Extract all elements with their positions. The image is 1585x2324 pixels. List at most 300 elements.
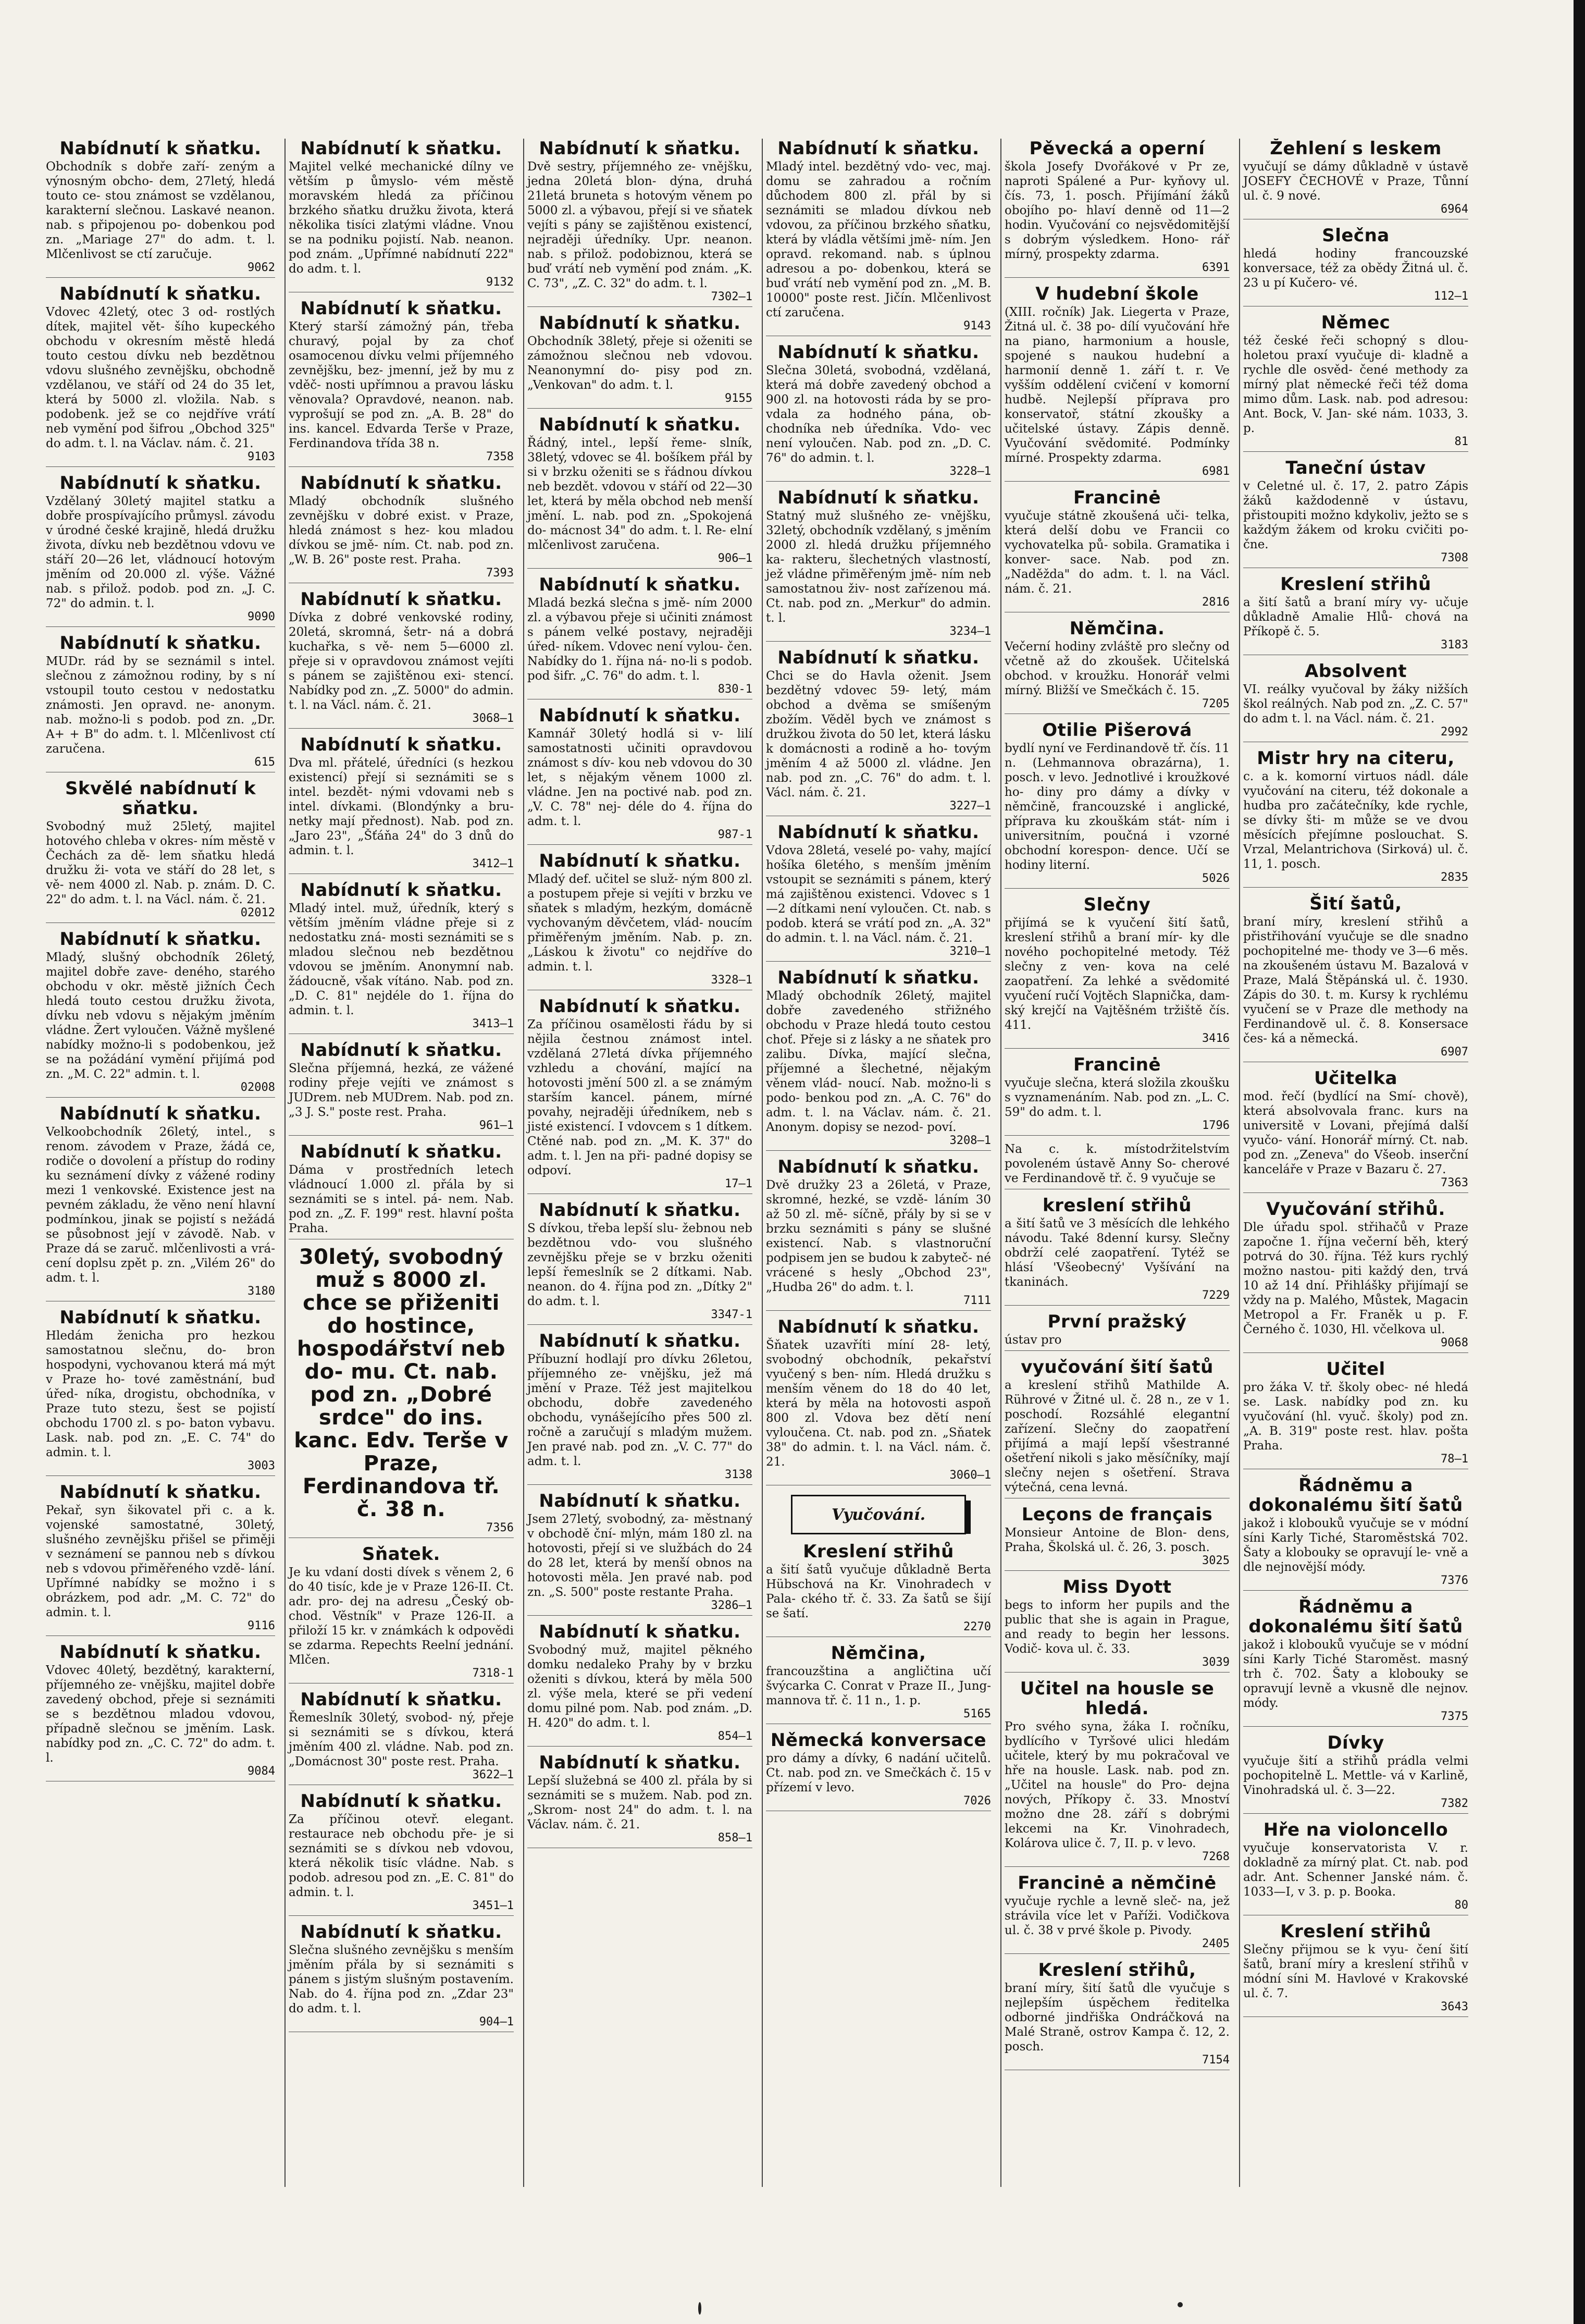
ad-heading: Nabídnutí k sňatku. [300, 734, 502, 755]
ad-body: Šňatek uzavříti míní 28- letý, svobodný obchodník, pekařství vyučený s ben- ním. Hledá družku s menším věnem do 18 do 40 let, která by měla na hotovosti aspoň 800 zl. Vdova bez dětí není vyloučena. Ct. nab. pod zn. „Sňatek 38" do admin. t. l. na Václ. nám. č. 21. [766, 1338, 991, 1469]
classified-ad [1243, 1475, 1468, 1591]
ad-body: Mladá bezká slečna s jmě- ním 2000 zl. a výbavou přeje si učiniti známost s pánem velké postavy, nejraději úřed- níkem. Vdovec není vylou- čen. Nabídky do 1. října ná- no-li s podob. pod šifr. „C. 76" do adm. t. l. [527, 596, 752, 683]
ad-heading: Absolvent [1304, 661, 1407, 682]
ad-code: 1796 [1202, 1119, 1230, 1132]
ad-body: Svobodný muž, majitel pěkného domku nedaleko Prahy by v brzku oženiti s dívkou, která by měla 500 zl. výše mela, které se při vedení domu pilné pom. Nab. pod znám. „D. H. 420" do adm. t. l. [527, 1643, 752, 1730]
ad-heading: Nabídnutí k sňatku. [777, 647, 980, 668]
ad-code: 81 [1454, 435, 1468, 448]
ad-body: Dáma v prostředních letech vládnoucí 1.000 zl. přála by si seznámiti se s intel. pá- nem. Nab. pod zn. „Z. F. 199" rest. hlavní pošta Praha. [289, 1163, 514, 1235]
ad-code: 3347-1 [711, 1308, 752, 1321]
ad-body: Mladý, slušný obchodník 26letý, majitel dobře zave- deného, starého obchodu v okr. městě jižních Čech hledá touto cestou družku života, dívku neb vdovu s nějakým jměním vládne. Žert vyloučen. Vážně myšlené nabídky možno-li s podobenkou, jež se na požádání vymění přijímá pod zn. „M. C. 22" admin. t. l. [46, 951, 275, 1081]
ad-body: a šití šatů vyučuje důkladně Berta Hübschová na Kr. Vinohradech v Pala- ckého tř. č. 33. Za šatů se šijí se šatí. [766, 1563, 991, 1620]
classified-ad [1005, 1679, 1230, 1867]
classified-ad [46, 1308, 275, 1476]
classified-ad [766, 1730, 991, 1811]
classified-ad [1243, 458, 1468, 568]
ad-heading: Nabídnutí k sňatku. [300, 1689, 502, 1710]
ad-body: a šití šatů ve 3 měsících dle lehkého návodu. Také 8denní kursy. Slečny obdrží celé zaopatření. Tytéž se hlásí 'Všeobecný' Vyšívání na tkaninách. [1005, 1217, 1230, 1289]
ad-heading: Dívky [1327, 1732, 1384, 1753]
ad-heading: Francinė [1073, 1054, 1161, 1075]
ad-code: 9103 [247, 450, 275, 463]
ad-code: 7229 [1202, 1289, 1230, 1302]
classified-ad [46, 284, 275, 467]
ad-body: c. a k. komorní virtuos nádl. dále vyučování na citeru, též dokonale a hudba pro začátečníky, kde rychle, se dívky šti- m může se ve dvou měsících přejímne poslouchat. S. Vrzal, Melantrichova (Sirková) ul. č. 11, 1. posch. [1243, 770, 1468, 871]
ad-code: 6981 [1202, 465, 1230, 478]
ad-body: v Celetné ul. č. 17, 2. patro Zápis žáků každodenně v ústavu, přistoupiti možno kdykoliv, ježto se s každým žákem od kroku cvičiti po- čne. [1243, 479, 1468, 551]
classified-ad [46, 633, 275, 772]
ad-body: Vdovec 40letý, bezdětný, karakterní, příjemného ze- vnějšku, majitel dobře zavedený obchod, přeje si seznámiti se s bezdětnou mladou vdovou, případně slečnou se jměním. Lask. nabídky pod zn. „C. C. 72" do adm. t. l. [46, 1664, 275, 1765]
ad-heading: Německá konversace [770, 1730, 987, 1751]
ad-heading: Nabídnutí k sňatku. [539, 1752, 741, 1773]
ad-heading: Nabídnutí k sňatku. [300, 298, 502, 319]
ad-code: 3039 [1202, 1656, 1230, 1669]
classified-ad [1005, 1142, 1230, 1189]
ad-heading: Nabídnutí k sňatku. [59, 1103, 262, 1124]
ink-dot [698, 2302, 701, 2315]
classified-ad [289, 1922, 514, 2032]
ad-body: pro dámy a dívky, 6 nadání učitelů. Ct. nab. pod zn. ve Smečkách č. 15 v přízemí v levo. [766, 1752, 991, 1794]
ad-body: jakož i klobouků vyučuje se v módní síni Karly Tiché Staroměst. masný trh č. 702. Šaty a klobouky se opravují levně a vkusně dle nejnov. módy. [1243, 1638, 1468, 1710]
ad-heading: Nabídnutí k sňatku. [777, 1317, 980, 1337]
ad-code: 5165 [963, 1707, 991, 1720]
ad-body: Dle úřadu spol. střihačů v Praze započne 1. října večerní běh, který potrvá do 30. října. Též kurs rychlý možno nastou- piti každý den, trvá 10 až 14 dní. Přihlášky přijímají se vždy na p. Malého, Můstek, Magacin Metropol a Fr. Franěk u p. F. Černého č. 1030, Hl. včelkova ul. [1243, 1221, 1468, 1336]
ad-body: Za příčinou osamělosti řádu by si nějila čestnou známost intel. vzdělaná 27letá dívka příjemného vzhledu a chování, mající na hotovosti jmění 500 zl. a se známým starším kancel. pánem, mírné povahy, nejraději úředníkem, neb s jisté existencí. I vdovcem s 1 dítkem. Ctěné nab. pod zn. „M. K. 37" do adm. t. l. Jen na při- padné dopisy se odpoví. [527, 1018, 752, 1177]
ad-body: vyučuje rychle a levně sleč- na, jež strávila více let v Paříži. Vodičkova ul. č. 38 v prvé škole p. Pivody. [1005, 1895, 1230, 1937]
ad-code: 3138 [725, 1468, 752, 1481]
classified-ad [766, 488, 991, 642]
column-1 [46, 139, 275, 2187]
ad-heading: Učitelka [1314, 1068, 1397, 1089]
ad-heading: Nabídnutí k sňatku. [59, 633, 262, 654]
classified-ad [46, 1482, 275, 1636]
ad-code: 02012 [240, 906, 275, 919]
ad-body: přijímá se k vyučení šití šatů, kreslení střihů a braní mír- ky dle nového pochopitelné metody. Též slečny z ven- kova na celé zaopatření. Za lehké a svědomité vyučení ručí Vojtěch Slapnička, dam- ský krejčí na Vajtěšném tržiště čís. 411. [1005, 916, 1230, 1032]
classified-ad [46, 779, 275, 923]
ad-code: 7318-1 [472, 1667, 514, 1680]
ad-body: jakož i klobouků vyučuje se v módní síni Karly Tiché, Staroměstská 702. Šaty a klobouky se opravují le- vně a dle nejnovější módy. [1243, 1517, 1468, 1574]
ad-body: Vdova 28letá, veselé po- vahy, mající hošíka 6letého, s menším jměním vstoupit se seznámiti s pánem, který má zajištěnou existenci. Vdovec s 1—2 dítkami není vyloučen. Ct. nab. s podob. která se vrátí pod zn. „A. 32" do admin. t. l. na Václ. nám. č. 21. [766, 844, 991, 945]
ad-heading: Nabídnutí k sňatku. [539, 1331, 741, 1351]
ad-body: Slečny přijmou se k vyu- čení šití šatů, braní míry a kreslení střihů v módní síni M. Havlové v Krakovské ul. č. 7. [1243, 1943, 1468, 2000]
ad-code: 3068—1 [472, 712, 514, 725]
classified-ad [1243, 1359, 1468, 1469]
ad-heading: Nabídnutí k sňatku. [539, 139, 741, 159]
classified-ad [289, 589, 514, 729]
column-2 [284, 139, 514, 2187]
ad-body: Mladý obchodník 26letý, majitel dobře zavedeného střižného obchodu v Praze hledá touto cestou choť. Přeje si z lásky a ne sňatek pro zalibu. Dívka, mající slečna, příjemné a šlechetné, nějakým věnem vlád- noucí. Nab. možno-li s podo- benkou pod zn. „A. C. 76" do adm. t. l. na Václav. nám. č. 21. Anonym. dopisy se nezod- poví. [766, 989, 991, 1134]
ad-heading: První pražský [1047, 1311, 1187, 1332]
ad-code: 9084 [247, 1765, 275, 1778]
ad-code: 2270 [963, 1620, 991, 1633]
ad-body: hledá hodiny francouzské konversace, též za obědy Žitná ul. č. 23 u pí Kučero- vé. [1243, 247, 1468, 290]
ad-body: Za příčinou otevř. elegant. restaurace neb obchodu pře- je si seznámiti se s dívkou neb vdovou, která několik tisíc vládne. Nab. s podob. adresou pod zn. „E. C. 81" do admin. t. l. [289, 1813, 514, 1899]
ad-code: 2405 [1202, 1937, 1230, 1950]
classified-ad [1005, 895, 1230, 1049]
ad-heading: Francinė [1073, 487, 1161, 508]
ad-body: Kamnář 30letý hodlá si v- lilí samostatnosti učiniti opravdovou známost s dív- kou neb vdovou do 30 let, s nějakým věnem 1000 zl. vládne. Jen na poctivé nab. pod zn. „V. C. 78" nej- déle do 4. října do adm. t. l. [527, 727, 752, 828]
classified-ad [1243, 1820, 1468, 1915]
column-4 [762, 139, 991, 2187]
ad-body: Chci se do Havla oženit. Jsem bezdětný vdovec 59- letý, mám obchod a dvěma se smíšeným zbožím. Věděl bych ve známost s družkou života do 50 let, která lásku k domácnosti a rodině a ho- tovým jměním 4 až 5000 zl. vládne. Jen nab. pod zn. „C. 76" do adm. t. l. Václ. nám. č. 21. [766, 669, 991, 800]
classified-ad [1005, 1055, 1230, 1136]
ad-body: (XIII. ročník) Jak. Liegerta v Praze, Žitná ul. č. 38 po- dílí vyučování hře na piano, harmonium a housle, spojené s naukou hudební a harmonií denně 1. září t. r. Ve vyšším oddělení cvičení v komorní hudbě. Nejlepší příprava pro konservatoř, státní zkoušky a učitelské ústavy. Zápis denně. Vyučování svědomité. Podmínky mírné. Prospekty zdarma. [1005, 305, 1230, 465]
classified-ad [46, 473, 275, 627]
bottom-marks [0, 2293, 1585, 2324]
ad-body: pro žáka V. tř. školy obec- né hledá se. Lask. nabídky pod zn. ku vyučování (hl. vyuč. školy) pod zn. „A. B. 319" poste rest. hlav. pošta Praha. [1243, 1381, 1468, 1453]
ad-body: vyučuje slečna, která složila zkoušku s vyznamenáním. Nab. pod zn. „L. C. 59" do adm. t. l. [1005, 1076, 1230, 1119]
ad-heading: Kreslení střihů [1280, 574, 1431, 595]
ad-heading: Nabídnutí k sňatku. [59, 1642, 262, 1663]
ad-code: 6391 [1202, 261, 1230, 274]
ad-body: Slečna slušného zevnějšku s menším jměním přála by si seznámiti s pánem s jistým slušným postavením. Nab. do 4. října pod zn. „Zdar 23" do adm. t. l. [289, 1944, 514, 2015]
ad-code: 987-1 [717, 828, 752, 841]
ad-body: Obchodník 38letý, přeje si oženiti se zámožnou slečnou neb vdovou. Neanonymní do- pisy pod zn. „Venkovan" do adm. t. l. [527, 335, 752, 392]
ad-heading: Nabídnutí k sňatku. [59, 929, 262, 950]
classified-ad [766, 648, 991, 816]
classified-ad [766, 1157, 991, 1311]
ad-heading: 30letý, svobodný muž s 8000 zl. chce se přiženiti do hostince, hospodářství neb do- mu. Ct. nab. pod zn. „Dobré srdce" do ins. kanc. Edv. Terše v Praze, Ferdinandova tř. č. 38 n. [294, 1245, 509, 1521]
classified-ad [527, 1491, 752, 1616]
ad-code: 3025 [1202, 1554, 1230, 1567]
classified-ad [289, 1690, 514, 1785]
ad-heading: Němec [1321, 312, 1391, 333]
classified-ad [527, 415, 752, 569]
classified-ad [527, 1753, 752, 1848]
ad-code: 904—1 [479, 2015, 514, 2028]
ad-code: 3208—1 [949, 1134, 991, 1147]
classified-ad [1243, 1597, 1468, 1727]
classified-ad [766, 139, 991, 336]
ad-code: 7154 [1202, 2054, 1230, 2067]
ad-heading: Nabídnutí k sňatku. [777, 1157, 980, 1177]
ad-code: 2816 [1202, 596, 1230, 609]
classified-ad [1243, 1199, 1468, 1353]
ad-heading: Řádněmu a dokonalému šití šatů [1248, 1596, 1463, 1637]
classified-ad [527, 997, 752, 1194]
ad-code: 3228—1 [949, 465, 991, 478]
classified-ad [1243, 226, 1468, 306]
ad-body: Je ku vdaní dosti dívek s věnem 2, 6 do 40 tisíc, kde je v Praze 126-II. Ct. adr. pro- dej na adresu „Český ob- chod. Věstník" v Praze 126-II. a přiloží 15 kr. v známkách k odpovědi se zdarma. Repechts Reelní jednání. Mlčen. [289, 1566, 514, 1667]
ad-heading: Němčina, [831, 1643, 926, 1664]
ad-heading: Nabídnutí k sňatku. [300, 473, 502, 494]
ad-body: Monsieur Antoine de Blon- dens, Praha, Školská ul. č. 26, 3. posch. [1005, 1526, 1230, 1554]
ad-body: Hledám ženicha pro hezkou samostatnou slečnu, do- bron hospodyni, vychovanou která má mýt v Praze ho- tové zaměstnání, buď úřed- níka, drogistu, obchodníka, v Praze tuto stezu, šest se pojistí obchodu 1700 zl. s po- baton vybavu. Lask. nab. pod zn. „E. C. 74" do admin. t. l. [46, 1329, 275, 1459]
ad-body: vyučuje šití a střihů prádla velmi pochopitelně L. Mettle- vá v Karlině, Vinohradská ul. č. 3—22. [1243, 1754, 1468, 1797]
ad-body: Vzdělaný 30letý majitel statku a dobře prospívajícího průmysl. závodu v úrodné české krajině, hledá družku života, dívku neb bezdětnou vdovu ve stáří 20—26 let, vládnoucí hotovým jměním od 20.000 zl. výše. Vážné nab. s přilož. podob. pod zn. „J. C. 72" do admin. t. l. [46, 495, 275, 610]
classified-ad [1005, 1196, 1230, 1306]
ad-code: 7382 [1441, 1797, 1468, 1810]
ad-heading: Nabídnutí k sňatku. [539, 1621, 741, 1642]
ad-heading: Miss Dyott [1062, 1577, 1172, 1597]
classified-ad [1243, 1068, 1468, 1193]
ad-body: Dívka z dobré venkovské rodiny, 20letá, skromná, šetr- ná a dobrá kuchařka, s vě- nem 5—6000 zl. přeje si v opravdovou známost vejíti s pánem se zajištěnou exi- stencí. Nabídky pod zn. „Z. 5000" do admin. t. l. na Václ. nám. č. 21. [289, 611, 514, 712]
classified-ad [1005, 1960, 1230, 2070]
ad-heading: Leçons de français [1021, 1504, 1213, 1525]
ad-body: Příbuzní hodlají pro dívku 26letou, příjemného ze- vnějšku, jež má jmění v Praze. Též jest majitelkou obchodu, dobře zavedeného obchodu, vynášejícího přes 500 zl. ročně a zaručují s mladým mužem. Jen pravé nab. pod zn. „V. C. 77" do adm. t. l. [527, 1352, 752, 1468]
ad-heading: Nabídnutí k sňatku. [300, 139, 502, 159]
ad-body: Slečna příjemná, hezká, ze vážené rodiny přeje vejíti ve známost s JUDrem. neb MUDrem. Nab. pod zn. „3 J. S." poste rest. Praha. [289, 1062, 514, 1119]
classified-ad [1243, 574, 1468, 655]
ad-body: Který starší zámožný pán, třeba churavý, pojal by za choť osamocenou dívku velmi příjemného zevnějšku, bez- jmenní, jež by mu z vděč- nosti upřímnou a pravou lásku věnovala? Opravdové, neanon. nab. vyprošují se pod zn. „A. B. 28" do ins. kancel. Edvarda Terše v Praze, Ferdinandova třída 38 n. [289, 320, 514, 450]
ad-code: 7302—1 [711, 290, 752, 303]
ad-code: 9155 [725, 392, 752, 405]
newspaper-page [46, 120, 1468, 2194]
ad-heading: Učitel [1326, 1359, 1385, 1380]
ad-code: 3227—1 [949, 800, 991, 813]
ad-heading: Nabídnutí k sňatku. [539, 851, 741, 871]
classified-ad [766, 1643, 991, 1724]
ad-heading: Taneční ústav [1285, 458, 1426, 478]
ad-body: škola Josefy Dvořákové v Pr ze, naproti Spálené a Pur- kyňovy ul. čís. 73, 1. posch. Přijímání žáků obojího po- hlaví denně od 11—2 hodin. Vyučování co nejsvědomitější s dobrým výsledkem. Hono- rář mírný, prospekty zdarma. [1005, 160, 1230, 261]
ad-body: Pro svého syna, žáka I. ročníku, bydlícího v Tyršové ulici hledám učitele, který by mu pokračoval ve hře na housle. Lask. nab. pod zn. „Učitel na housle" do Pro- dejna nových, Příkopy č. 33. Mnoství možno dne 28. září s dobrými lekcemi na Kr. Vinohradech, Kolárova ulice č. 7, II. p. v levo. [1005, 1720, 1230, 1850]
classified-ad [289, 1142, 514, 1239]
classified-ad [1243, 661, 1468, 742]
column-5 [1000, 139, 1230, 2187]
ad-body: Pekař, syn šikovatel při c. a k. vojenské samostatné, 30letý, slušného zevnějšku přišel se přiměji v seznámení se pannou neb s dívkou neb s vdovou přiměřeného vzdě- lání. Upřímné nabídky se možno i s obrázkem, pod adr. „M. C. 72" do admin. t. l. [46, 1504, 275, 1619]
classified-ad [1243, 139, 1468, 219]
ad-body: Velkoobchodník 26letý, intel., s renom. závodem v Praze, žádá ce, rodiče o dovolení a přístup do rodiny ku seznámení dívky z vážené rodiny mezi 1 venkovské. Existence jest na pevném základu, že věno není hlavní podmínkou, jinak se pojistí s nežádá se působnost její v závodě. Nab. v Praze dá se zaruč. mlčenlivosti a vrá- cení doplsu zpět p. zn. „Vilém 26" do adm. t. l. [46, 1125, 275, 1285]
ad-heading: vyučování šití šatů [1021, 1357, 1213, 1378]
section-banner: Vyučování. [791, 1495, 966, 1534]
ad-body: Dvě družky 23 a 26letá, v Praze, skromné, hezké, se vzdě- láním 30 až 50 zl. mě- síčně, přály by si se v brzku seznámiti s pány se slušné existencí. Nab. s vlastnoruční podpisem jen se budou k zabyteč- né vrácené s hesly „Obchod 23", „Hudba 26" do adm. t. l. [766, 1178, 991, 1294]
ad-code: 9143 [963, 319, 991, 333]
ad-heading: Slečna [1322, 225, 1390, 246]
ad-body: Mladý def. učitel se služ- ným 800 zl. a postupem přeje si vejíti v brzku ve sňatek s mladým, hezkým, domácně vychovaným děvčetem, vlád- noucím přiměřeným jměním. Nab. p. zn. „Láskou k životu" co nejdříve do admin. t. l. [527, 872, 752, 974]
classified-ad [766, 342, 991, 482]
ad-code: 3210—1 [949, 945, 991, 958]
ad-heading: Kreslení střihů [1280, 1921, 1431, 1942]
ad-body: Slečna 30letá, svobodná, vzdělaná, která má dobře zavedený obchod a 900 zl. na hotovosti ráda by se pro- vdala za hodného pána, ob- chodníka neb úředníka. Vdo- vec není vyloučen. Nab. pod zn. „D. C. 76" do admin. t. l. [766, 364, 991, 465]
classified-ad [1243, 313, 1468, 452]
ad-heading: Mistr hry na citeru, [1257, 748, 1455, 769]
ad-code: 7111 [963, 1294, 991, 1307]
ad-heading: Nabídnutí k sňatku. [539, 574, 741, 595]
classified-ad [1005, 1577, 1230, 1673]
ad-code: 3416 [1202, 1032, 1230, 1045]
ad-code: 7356 [486, 1521, 514, 1534]
classified-ad [766, 1317, 991, 1485]
ad-body: a kreslení střihů Mathilde A. Rührové v Žitné ul. č. 28 n., ze v 1. poschodí. Rozsáhlé elegantní zařízení. Slečny do zaopatření přijímá a mají lepší všestranné ošetření nikoli s jako měsíčníky, mají slečny nejen s ošetření. Strava výtečná, cena levná. [1005, 1379, 1230, 1494]
ad-heading: Nabídnutí k sňatku. [777, 342, 980, 363]
classified-ad [1243, 894, 1468, 1062]
classified-ad [766, 1542, 991, 1637]
ad-code: 3412—1 [472, 857, 514, 870]
ad-heading: Nabídnutí k sňatku. [539, 705, 741, 726]
ad-code: 6907 [1441, 1046, 1468, 1059]
classified-ad [1005, 1873, 1230, 1954]
ad-code: 854—1 [717, 1730, 752, 1743]
ad-body: mod. řečí (bydlící na Smí- chově), která absolvovala franc. kurs na universitě v Lovani, přejímá další vyučo- vání. Honorář mírný. Ct. nab. pod zn. „Zeneva" do Všeob. inserční kanceláře v Praze v Bazaru č. 27. [1243, 1090, 1468, 1176]
ad-code: 858—1 [717, 1831, 752, 1845]
ad-heading: Kreslení střihů [803, 1541, 954, 1562]
ad-body: Lepší služebná se 400 zl. přála by si seznámiti se s mužem. Nab. pod zn. „Skrom- nost 24" do adm. t. l. na Václav. nám. č. 21. [527, 1774, 752, 1831]
ad-code: 7358 [486, 450, 514, 463]
ad-code: 9116 [247, 1619, 275, 1632]
classified-ad [1005, 488, 1230, 612]
ad-code: 961—1 [479, 1119, 514, 1132]
ad-heading: Vyučování střihů. [1266, 1199, 1445, 1220]
ad-heading: Učitel na housle se hledá. [1020, 1678, 1215, 1719]
ad-body: VI. reálky vyučoval by žáky nižších škol reálných. Nab pod zn. „Z. C. 57" do adm t. l. na Václ. nám. č. 21. [1243, 683, 1468, 726]
ad-code: 2992 [1441, 726, 1468, 739]
ad-code: 9068 [1441, 1336, 1468, 1349]
ad-code: 830-1 [717, 683, 752, 696]
ad-heading: kreslení střihů [1043, 1195, 1192, 1216]
ad-code: 7393 [486, 567, 514, 580]
ad-code: 2835 [1441, 871, 1468, 884]
ad-heading: Nabídnutí k sňatku. [300, 589, 502, 610]
classified-ad [527, 1200, 752, 1325]
classified-ad [46, 929, 275, 1098]
ad-code: 3451—1 [472, 1899, 514, 1912]
ad-code: 7308 [1441, 551, 1468, 564]
classified-ad [1005, 619, 1230, 714]
ad-code: 5026 [1202, 872, 1230, 885]
column-3 [523, 139, 752, 2187]
ad-heading: Slečny [1083, 894, 1151, 915]
ad-body: Vdovec 42letý, otec 3 od- rostlých dítek, majitel vět- šího kupeckého obchodu v okresním městě hledá touto cestou dívku neb bezdětnou vdovu slušného zevnějšku, obchodně vzdělanou, ve stáří od 24 do 35 let, která by 5000 zl. vložila. Nab. s podobenk. jež se co nejdříve vrátí neb vymění pod šifrou „Obchod 325" do adm. t. l. na Václav. nám. č. 21. [46, 305, 275, 450]
ad-body: Mladý obchodník slušného zevnějšku v dobré exist. v Praze, hledá známost s hez- kou mladou dívkou se jmě- ním. Ct. nab. pod zn. „W. B. 26" poste rest. Praha. [289, 495, 514, 567]
ad-body: francouzština a angličtina učí švýcarka C. Conrat v Praze II., Jung- mannova tř. č. 11 n., 1. p. [766, 1665, 991, 1707]
ad-code: 9062 [247, 261, 275, 274]
ad-code: 3060—1 [949, 1469, 991, 1482]
ad-heading: Nabídnutí k sňatku. [777, 487, 980, 508]
classified-ad [1243, 1922, 1468, 2017]
ad-heading: Sňatek. [362, 1544, 440, 1565]
ad-code: 112—1 [1433, 290, 1468, 303]
classified-ad [289, 735, 514, 874]
classified-ad [1243, 1733, 1468, 1814]
ad-code: 6964 [1441, 203, 1468, 216]
classified-ad [527, 313, 752, 409]
ad-body: Statný muž slušného ze- vnějšku, 32letý, obchodník vzdělaný, s jměním 2000 zl. hledá družku příjemného ka- rakteru, šlechetných vlastností, jež vládne přiměřeným jmě- ním neb samostatnou živ- nost zařízenou má. Ct. nab. pod zn. „Merkur" do admin. t. l. [766, 509, 991, 625]
classified-ad [289, 1040, 514, 1136]
ad-body: braní míry, šití šatů dle vyučuje s nejlepším úspěchem ředitelka odborné jindřiška Ondráčková na Malé Straně, ostrov Kampa č. 12, 2. posch. [1005, 1982, 1230, 2054]
classified-ad [1005, 1357, 1230, 1498]
ad-code: 3180 [247, 1285, 275, 1298]
classified-ad [1005, 1505, 1230, 1571]
ad-code: 9090 [247, 610, 275, 623]
ad-code: 3328—1 [711, 974, 752, 987]
ad-heading: Nabídnutí k sňatku. [777, 139, 980, 159]
classified-ad [289, 1544, 514, 1683]
ad-body: Mladý intel. muž, úředník, který s větším jměním vládne přeje si z nedostatku zná- mosti seznámiti se s mladou slečnou neb bezdětnou vdovou se jměním. Anonymní nab. žádoucně, však vítáno. Nab. pod zn. „D. C. 81" nejdéle do 1. října do admin. t. l. [289, 902, 514, 1017]
ad-heading: Francinė a němčinė [1018, 1873, 1217, 1893]
ad-code: 02008 [240, 1081, 275, 1094]
ad-body: MUDr. rád by se seznámil s intel. slečnou z zámožnou rodiny, by s ní vstoupil touto cestou v nedostatku známosti. Jen opravd. ne- anonym. nab. možno-li s podob. pod zn. „Dr. A+ + B" do adm. t. l. Mlčenlivost ctí zaručena. [46, 655, 275, 756]
ad-body: Jsem 27letý, svobodný, za- městnaný v obchodě ční- mlýn, mám 180 zl. na hotovosti, přejí si ve službách do 24 do 28 let, která by menší obnos na hotovosti měla. Jen pravé nab. pod zn. „S. 500" poste restante Praha. [527, 1513, 752, 1599]
ad-heading: Kreslení střihů, [1038, 1960, 1196, 1981]
ad-body: vyučuje konservatorista V. r. dokladně za mírný plat. Ct. nab. pod adr. Ant. Schenner Janské nám. č. 1033—I, v 3. p. p. Booka. [1243, 1841, 1468, 1899]
classified-ad [527, 1622, 752, 1747]
ad-body: vyučuje státně zkoušená uči- telka, která delší dobu ve Francii co vychovatelka pů- sobila. Gramatika i konver- sace. Nab. pod zn. „Naděžda" do adm. t. l. na Václ. nám. č. 21. [1005, 509, 1230, 596]
ink-dot [1178, 2302, 1183, 2307]
classified-ad [289, 1791, 514, 1916]
ad-heading: Nabídnutí k sňatku. [300, 880, 502, 901]
page-edge-strip [1574, 0, 1585, 2324]
classified-ad [766, 968, 991, 1151]
ad-heading: Nabídnutí k sňatku. [300, 1141, 502, 1162]
ad-body: ústav pro [1005, 1333, 1062, 1347]
ad-heading: V hudební škole [1035, 284, 1199, 304]
ad-body: Večerní hodiny zvláště pro slečny od včetně až do zkoušek. Učitelská obchod. v kroužku. Honorář velmi mírný. Bližší ve Smečkách č. 15. [1005, 640, 1230, 697]
ad-code: 7026 [963, 1794, 991, 1807]
ad-code: 906—1 [717, 552, 752, 565]
classified-ad [289, 1246, 514, 1538]
ad-body: S dívkou, třeba lepší slu- žebnou neb bezdětnou vdo- vou slušného zevnějšku přeje se v brzku oženiti lepší řemeslník se 2 dítkami. Nab. neanon. do 4. října pod zn. „Dítky 2" do adm. t. l. [527, 1222, 752, 1308]
ad-heading: Nabídnutí k sňatku. [777, 967, 980, 988]
ad-heading: Šití šatů, [1309, 893, 1402, 914]
classified-ad [766, 822, 991, 962]
ad-code: 3003 [247, 1459, 275, 1472]
ad-heading: Žehlení s leskem [1270, 139, 1442, 159]
ad-body: Na c. k. místodržitelstvím povoleném ústavě Anny So- cherové ve Ferdinandově tř. č. 9 vyučuje se [1005, 1142, 1230, 1185]
ad-heading: Nabídnutí k sňatku. [539, 1491, 741, 1511]
classified-ad [527, 706, 752, 845]
ad-body: vyučují se dámy důkladně v ústavě JOSEFY ČECHOVÉ v Praze, Tůnní ul. č. 9 nové. [1243, 160, 1468, 203]
ad-code: 3643 [1441, 2000, 1468, 2013]
classified-ad [527, 575, 752, 699]
classified-ad [1243, 748, 1468, 888]
ad-body: Dvě sestry, příjemného ze- vnějšku, jedna 20letá blon- dýna, druhá 21letá bruneta s hotovým věnem po 5000 zl. a výbavou, přejí si ve sňatek vejíti s pány se zajištěnou existencí, nejraději úředníky. Upr. neanon. nab. s přilož. podobiznou, která se buď vrátí neb vymění pod znám. „K. C. 73", „Z. C. 32" do adm. t. l. [527, 160, 752, 290]
ad-code: 3622—1 [472, 1768, 514, 1781]
ad-code: 7375 [1441, 1710, 1468, 1723]
ad-heading: Nabídnutí k sňatku. [539, 414, 741, 435]
ad-body: Dva ml. přátelé, úředníci (s hezkou existencí) přejí si seznámiti se s intel. bezdět- nými vdovami neb s intel. dívkami. (Blondýnky a bru- netky mají přednost). Nab. pod zn. „Jaro 23", „Šťáňa 24" do 3 dnů do admin. t. l. [289, 756, 514, 857]
ad-code: 3413—1 [472, 1017, 514, 1030]
ad-body: Majitel velké mechanické dílny ve větším p ůmyslo- vém městě moravském hledá za příčinou brzkého sňatku družku života, která několika tisíci zlatými vládne. Vnou se na podniku pojistí. Nab. neanon. pod znám. „Upřímné nabídnutí 222" do adm. t. l. [289, 160, 514, 276]
ad-code: 7376 [1441, 1574, 1468, 1587]
ad-code: 3234—1 [949, 625, 991, 638]
ad-body: a šití šatů a braní míry vy- učuje důkladně Amalie Hlů- chová na Příkopě č. 5. [1243, 596, 1468, 638]
ad-heading: Skvělé nabídnutí k sňatku. [65, 778, 256, 819]
classified-ad [1005, 284, 1230, 482]
column-6 [1239, 139, 1468, 2187]
classified-ad [527, 1331, 752, 1485]
ad-body: begs to inform her pupils and the public that she is again in Prague, and ready to begin her lessons. Vodič- kova ul. č. 33. [1005, 1598, 1230, 1656]
ad-body: též české řeči schopný s dlou- holetou praxí vyučuje di- kladně a rychle dle osvěd- čené methody za mírný plat německé řeči též doma mimo dům. Lask. nab. pod adresou: Ant. Bock, V. Jan- ské nám. 1033, 3. p. [1243, 334, 1468, 435]
ad-code: 78—1 [1441, 1453, 1468, 1466]
ad-heading: Nabídnutí k sňatku. [539, 996, 741, 1017]
classified-ad [46, 1104, 275, 1301]
ad-code: 3286—1 [711, 1599, 752, 1612]
ad-body: Řemeslník 30letý, svobod- ný, přeje si seznámiti se s dívkou, která jměním 400 zl. vládne. Nab. pod zn. „Domácnost 30" poste rest. Praha. [289, 1711, 514, 1768]
ad-code: 17—1 [725, 1177, 752, 1190]
ad-heading: Otilie Pišerová [1042, 720, 1192, 741]
classified-ad [46, 139, 275, 278]
ad-code: 7363 [1441, 1176, 1468, 1189]
ad-heading: Nabídnutí k sňatku. [59, 139, 262, 159]
ad-body: Řádný, intel., lepší řeme- slník, 38letý, vdovec se 4l. bošíkem přál by si v brzku oženiti se s řádnou dívkou neb bezdět. vdovou v stáří od 22—30 let, která by měla obchod neb menší jmění. L. nab. pod zn. „Spokojená do- mácnost 34" do adm. t. l. Re- elní mlčenlivost zaručena. [527, 436, 752, 552]
ad-columns [46, 139, 1468, 2187]
ad-heading: Němčina. [1069, 618, 1165, 639]
ad-heading: Nabídnutí k sňatku. [777, 822, 980, 843]
classified-ad [289, 473, 514, 583]
ad-heading: Nabídnutí k sňatku. [59, 1482, 262, 1503]
ad-body: Obchodník s dobře zaří- zeným a výnosným obcho- dem, 27letý, hledá touto ce- stou známost se vzdělanou, karakterní slečnou. Laskavé neanon. nab. s připojenou po- dobenkou pod zn. „Mariage 27" do adm. t. l. Mlčenlivost se ctí zaručuje. [46, 160, 275, 261]
ad-heading: Nabídnutí k sňatku. [59, 284, 262, 304]
ad-heading: Nabídnutí k sňatku. [300, 1922, 502, 1942]
classified-ad [527, 851, 752, 990]
ad-code: 7268 [1202, 1850, 1230, 1863]
ad-heading: Nabídnutí k sňatku. [539, 1200, 741, 1221]
ad-heading: Nabídnutí k sňatku. [300, 1791, 502, 1812]
ad-heading: Nabídnutí k sňatku. [300, 1040, 502, 1061]
classified-ad [289, 299, 514, 467]
ad-heading: Nabídnutí k sňatku. [59, 473, 262, 494]
classified-ad [527, 139, 752, 307]
ad-heading: Nabídnutí k sňatku. [539, 313, 741, 334]
